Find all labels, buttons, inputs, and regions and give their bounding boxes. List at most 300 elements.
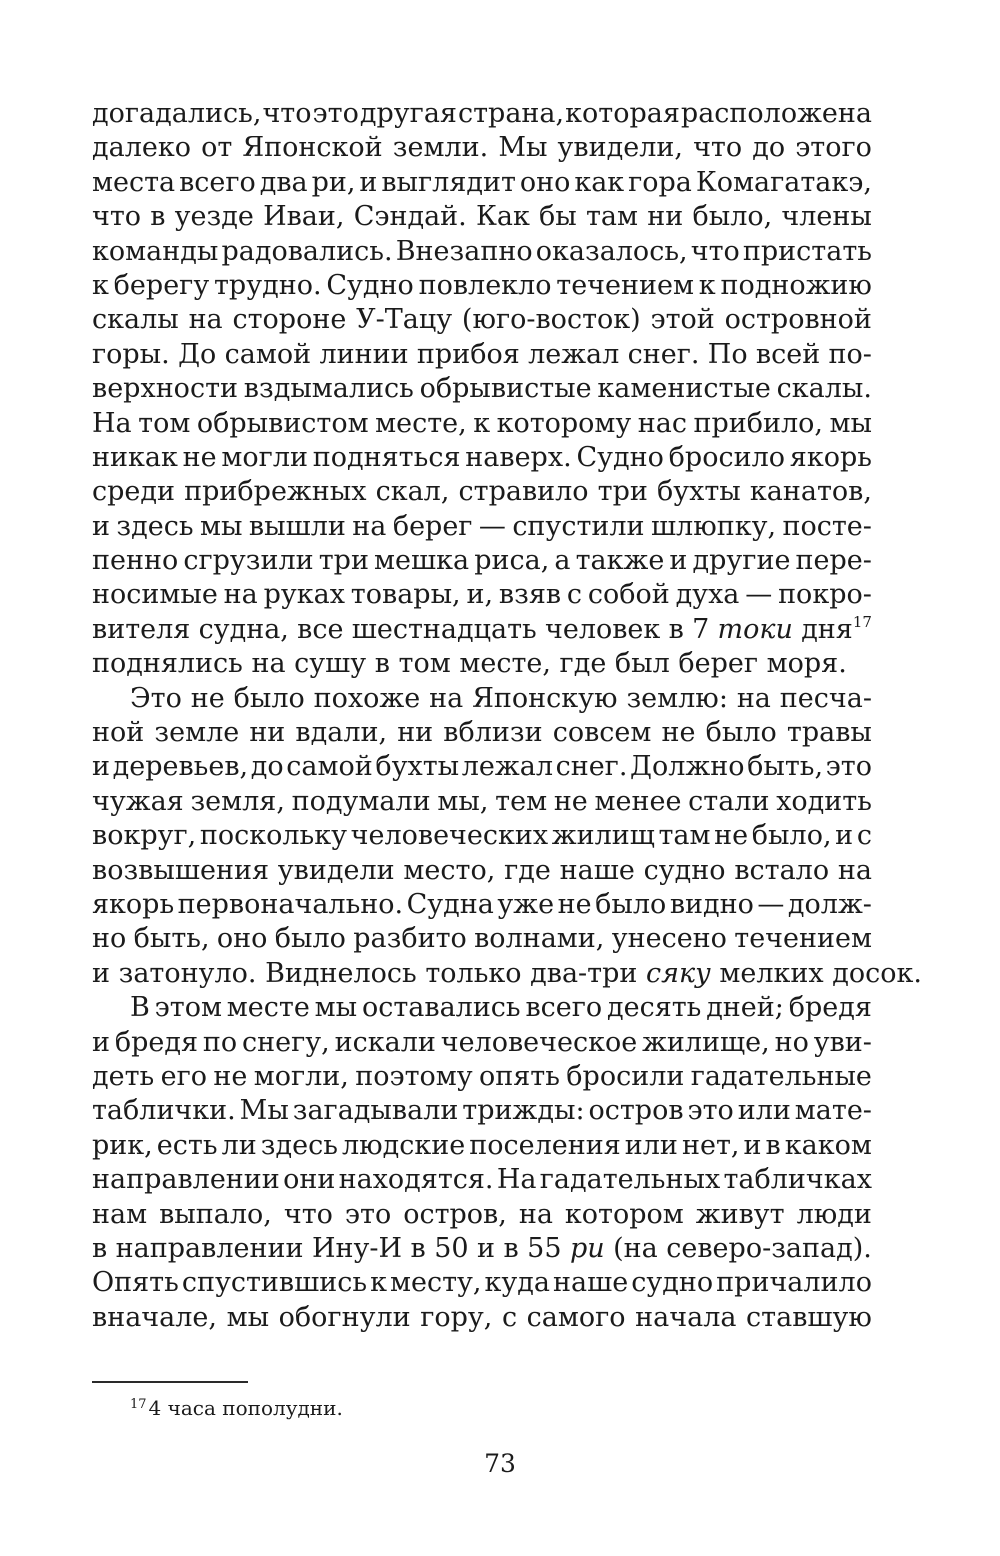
- word: Мы: [498, 132, 548, 164]
- word: живут: [695, 1198, 785, 1230]
- word: Судна: [406, 888, 494, 920]
- word: месте,: [375, 407, 467, 439]
- word: это: [825, 751, 872, 783]
- word: бредя: [788, 992, 872, 1024]
- word: в: [765, 1129, 781, 1161]
- word: по: [202, 1026, 238, 1058]
- footnote-rule: [92, 1381, 248, 1383]
- footnote-ref: 17: [852, 612, 872, 631]
- word: снегу,: [242, 1026, 330, 1058]
- word: духа: [675, 579, 740, 611]
- word: месте: [226, 992, 310, 1024]
- word: куда: [484, 1267, 550, 1299]
- text-line: [92, 922, 872, 956]
- word: Это: [130, 682, 182, 714]
- text-line: [92, 303, 872, 337]
- word: руках: [263, 579, 345, 611]
- text-line: [92, 200, 872, 234]
- word: что: [283, 1198, 333, 1230]
- word: досок.: [832, 957, 922, 989]
- word: никак: [92, 441, 178, 473]
- word: риса,: [474, 545, 550, 577]
- word: канатов,: [749, 476, 872, 508]
- word: в: [150, 201, 166, 233]
- text-line: [92, 1060, 872, 1094]
- word: этого: [795, 132, 872, 164]
- word: с: [501, 1301, 518, 1333]
- word: трудно.: [214, 269, 322, 301]
- word: не: [553, 785, 588, 817]
- text-line: [92, 1301, 872, 1335]
- word: на: [429, 682, 464, 714]
- word: это: [344, 1198, 392, 1230]
- word: человеческих: [350, 820, 549, 852]
- word: на: [736, 682, 771, 714]
- word: том: [398, 648, 451, 680]
- word: Японскую: [472, 682, 618, 714]
- word: два: [259, 166, 308, 198]
- word: трижды:: [462, 1095, 585, 1127]
- word: быть,: [747, 751, 824, 783]
- word: разбито: [353, 923, 467, 955]
- word: течением: [556, 269, 694, 301]
- word: вблизи: [443, 717, 543, 749]
- word: искали: [334, 1026, 436, 1058]
- word: рик,: [92, 1129, 153, 1161]
- word: среди: [92, 476, 176, 508]
- text-line: [92, 716, 872, 750]
- word: линии: [319, 338, 409, 370]
- word: жилищ: [551, 820, 655, 852]
- word: течением: [734, 923, 872, 955]
- word: бухты: [375, 751, 460, 783]
- word: этой: [650, 304, 715, 336]
- word: место,: [403, 854, 496, 886]
- word: спустили: [512, 510, 645, 542]
- word: Сэндай.: [353, 201, 467, 233]
- word: У-Тацу: [356, 304, 453, 336]
- word: не: [190, 682, 225, 714]
- word: скалы.: [776, 373, 872, 405]
- word: есть: [156, 1129, 218, 1161]
- word: члены: [781, 201, 872, 233]
- word: земли.: [392, 132, 489, 164]
- word: на: [518, 1198, 553, 1230]
- word: было,: [751, 820, 832, 852]
- word: скал,: [375, 476, 450, 508]
- word: носимые: [92, 579, 218, 611]
- word: вначале,: [92, 1301, 217, 1333]
- word: обогнули: [278, 1301, 411, 1333]
- word: каком: [784, 1129, 872, 1161]
- word: горы.: [92, 338, 170, 370]
- word: верхности: [92, 373, 238, 405]
- word: На: [92, 407, 132, 439]
- word: вителя: [92, 613, 191, 645]
- word: и: [835, 820, 854, 852]
- word: страна,: [457, 98, 565, 129]
- text-line: [92, 1129, 872, 1163]
- text-line: [92, 888, 872, 922]
- word: гадательные: [690, 1060, 872, 1092]
- word: было,: [692, 201, 773, 233]
- word: на: [223, 579, 258, 611]
- word: землю:: [626, 682, 728, 714]
- word: жилище,: [642, 1026, 770, 1058]
- text-line: [92, 269, 872, 303]
- word: пенно: [92, 545, 179, 577]
- word: унесено: [611, 923, 727, 955]
- word: подножию: [720, 269, 872, 301]
- text-line: [92, 578, 872, 612]
- word: и: [92, 1026, 110, 1058]
- word: это: [312, 98, 359, 129]
- word: но: [92, 923, 127, 955]
- word: бросило: [668, 441, 785, 473]
- word: мате-: [794, 1095, 872, 1127]
- word: тем: [495, 785, 548, 817]
- word: причалило: [716, 1267, 872, 1299]
- word: выглядит: [381, 166, 516, 198]
- word: волнами,: [474, 923, 605, 955]
- text-line: [92, 475, 872, 509]
- word: уже: [497, 888, 555, 920]
- text-line: [92, 338, 872, 372]
- word: наше: [553, 1267, 629, 1299]
- text-line: [92, 819, 872, 853]
- word: земле: [154, 717, 240, 749]
- word: все: [297, 613, 344, 645]
- word: наше: [559, 854, 635, 886]
- word: Виднелось: [265, 957, 417, 989]
- word: нас: [637, 407, 688, 439]
- word: ни: [647, 201, 684, 233]
- word: похоже: [313, 682, 421, 714]
- word: мы: [829, 407, 872, 439]
- word: что: [92, 201, 142, 233]
- word: поселения: [469, 1129, 621, 1161]
- word: ни: [397, 717, 434, 749]
- word: стали: [688, 785, 770, 817]
- word: На: [496, 1164, 537, 1196]
- word: с: [856, 820, 872, 852]
- word: посте-: [782, 510, 872, 542]
- word: травы: [786, 717, 872, 749]
- word: снег.: [627, 338, 700, 370]
- word: в: [374, 648, 390, 680]
- word: вздымались: [243, 373, 414, 405]
- word: и: [669, 545, 688, 577]
- word: Иваи,: [263, 201, 345, 233]
- word: человек: [545, 613, 661, 645]
- word: обрывистые: [419, 373, 592, 405]
- word: или: [624, 1129, 678, 1161]
- text-line: [92, 510, 872, 544]
- word: людские: [341, 1129, 466, 1161]
- word: к: [92, 269, 109, 301]
- word: всего: [179, 166, 256, 198]
- text-line: [92, 682, 872, 716]
- word: месту,: [389, 1267, 482, 1299]
- text-line: [92, 1026, 872, 1060]
- word: моря.: [766, 648, 847, 680]
- word: подумали: [291, 785, 431, 817]
- word: люди: [796, 1198, 872, 1230]
- word: до: [250, 751, 284, 783]
- word: два-три: [530, 957, 638, 989]
- word: нет,: [681, 1129, 740, 1161]
- text-line: [92, 647, 872, 681]
- word: якорь: [789, 441, 872, 473]
- word: менее: [594, 785, 682, 817]
- word: товары,: [350, 579, 461, 611]
- word: это: [687, 1095, 734, 1127]
- word: подняться: [312, 441, 461, 473]
- word: дня: [801, 613, 853, 645]
- word: том: [138, 407, 191, 439]
- word: сяку: [645, 957, 711, 989]
- word: от: [201, 132, 233, 164]
- word: всего: [525, 992, 603, 1024]
- word: было: [233, 682, 305, 714]
- word: не: [182, 441, 217, 473]
- word: где: [559, 648, 607, 680]
- word: здесь: [260, 1129, 338, 1161]
- footnote-mark: 17: [130, 1397, 147, 1412]
- word: расположена: [680, 98, 872, 129]
- word: шлюпку,: [650, 510, 777, 542]
- word: оказалось,: [535, 235, 688, 267]
- word: чужая: [92, 785, 184, 817]
- word: берег: [678, 648, 759, 680]
- word: 55: [527, 1232, 562, 1264]
- word: находятся.: [338, 1164, 494, 1196]
- word: Японской: [242, 132, 383, 164]
- word: что: [693, 132, 743, 164]
- word: что: [262, 98, 312, 129]
- word: спустившись: [181, 1267, 368, 1299]
- text-line: [92, 235, 872, 269]
- word: Судно: [326, 269, 414, 301]
- text-line: [92, 166, 872, 200]
- word: и: [92, 957, 110, 989]
- word: встало: [734, 854, 830, 886]
- word: пере-: [795, 545, 872, 577]
- word: команды: [92, 235, 219, 267]
- word: Мы: [239, 1095, 289, 1127]
- word: на: [251, 648, 286, 680]
- page-number: 73: [484, 1449, 516, 1478]
- word: был: [614, 648, 670, 680]
- word: видно: [669, 888, 754, 920]
- word: якорь: [92, 888, 175, 920]
- word: остров: [588, 1095, 684, 1127]
- word: шестнадцать: [351, 613, 537, 645]
- word: оно: [216, 923, 268, 955]
- word: ставшую: [746, 1301, 872, 1333]
- word: —: [757, 888, 785, 920]
- word: в: [92, 1232, 108, 1264]
- word: остров,: [403, 1198, 507, 1230]
- word: повлекло: [418, 269, 552, 301]
- word: гадательных: [539, 1164, 721, 1196]
- word: самой: [224, 338, 312, 370]
- word: лежал: [528, 338, 620, 370]
- footnote: [130, 1395, 343, 1421]
- word: северо-запад).: [666, 1232, 872, 1264]
- word: покро-: [778, 579, 872, 611]
- word: До: [178, 338, 217, 370]
- word: 50: [434, 1232, 469, 1264]
- word: бросили: [566, 1060, 685, 1092]
- word: мелких: [719, 957, 824, 989]
- word: прибоя: [416, 338, 520, 370]
- word: догадались,: [92, 98, 262, 129]
- text-line: [92, 372, 872, 406]
- word: а: [554, 545, 571, 577]
- word: в: [503, 1232, 519, 1264]
- word-with-footnote-ref: [801, 613, 872, 647]
- word: дней;: [706, 992, 784, 1024]
- word: также: [575, 545, 665, 577]
- word: пристать: [742, 235, 872, 267]
- word: котором: [564, 1198, 684, 1230]
- word: деть: [92, 1060, 155, 1092]
- word: Внезапно: [395, 235, 533, 267]
- word: к: [370, 1267, 387, 1299]
- word: на: [837, 854, 872, 886]
- word: до: [752, 132, 786, 164]
- word: —: [745, 579, 773, 611]
- text-line: [92, 785, 872, 819]
- word: сгрузили: [183, 545, 314, 577]
- word: мы: [314, 992, 358, 1024]
- word: токи: [717, 613, 793, 645]
- text-line: [92, 97, 872, 131]
- word: судно: [631, 1267, 714, 1299]
- word: было: [595, 888, 667, 920]
- word: три: [318, 545, 369, 577]
- word: где: [504, 854, 551, 886]
- body-text: [92, 97, 922, 1335]
- word: затонуло.: [118, 957, 257, 989]
- word: прибило,: [693, 407, 824, 439]
- word: совсем: [552, 717, 652, 749]
- word: земля,: [190, 785, 285, 817]
- word: на: [352, 510, 387, 542]
- word: деревьев,: [112, 751, 249, 783]
- word: к: [473, 407, 491, 439]
- word: островной: [724, 304, 872, 336]
- word: каменистые: [597, 373, 771, 405]
- word: табличках: [723, 1164, 872, 1196]
- word: Как: [475, 201, 530, 233]
- text-line: [92, 407, 872, 441]
- word: загадывали: [292, 1095, 459, 1127]
- word: в: [668, 613, 684, 645]
- word: оно: [519, 166, 571, 198]
- word: места: [92, 166, 176, 198]
- word: ри,: [311, 166, 356, 198]
- text-line: [92, 854, 872, 888]
- word: берегу: [113, 269, 210, 301]
- word: направлении: [115, 1232, 304, 1264]
- word: и: [92, 510, 110, 542]
- text-line: [92, 991, 872, 1025]
- word: оставались: [361, 992, 521, 1024]
- word: вышли: [248, 510, 346, 542]
- word: этом: [154, 992, 222, 1024]
- word: только: [425, 957, 522, 989]
- word: не: [714, 820, 749, 852]
- word: на: [188, 304, 223, 336]
- word: В: [130, 992, 150, 1024]
- text-line: [92, 1266, 872, 1300]
- word: вокруг,: [92, 820, 197, 852]
- word: долж-: [787, 888, 872, 920]
- word: уви-: [813, 1026, 872, 1058]
- word: мы,: [437, 785, 489, 817]
- word: ходить: [776, 785, 872, 817]
- word: мешка: [374, 545, 470, 577]
- text-line: [92, 441, 872, 475]
- word: к: [698, 269, 716, 301]
- word: поэтому: [355, 1060, 473, 1092]
- word: другая: [359, 98, 457, 129]
- word: или: [737, 1095, 791, 1127]
- word: (на: [613, 1232, 658, 1264]
- word: десять: [606, 992, 702, 1024]
- word: не: [557, 888, 592, 920]
- word: в: [410, 1232, 426, 1264]
- word: гору,: [420, 1301, 493, 1333]
- word: ли: [221, 1129, 257, 1161]
- word: берег: [392, 510, 473, 542]
- word: прибрежных: [184, 476, 367, 508]
- word: бредя: [114, 1026, 199, 1058]
- word: быть,: [133, 923, 210, 955]
- word: с: [566, 579, 583, 611]
- word: вдали,: [295, 717, 388, 749]
- text-line: [92, 1232, 872, 1266]
- word: там: [658, 820, 711, 852]
- word: не: [661, 717, 696, 749]
- word: не: [213, 1060, 248, 1092]
- word: опять: [479, 1060, 560, 1092]
- word: как: [574, 166, 625, 198]
- word: по-: [828, 338, 872, 370]
- word: поднялись: [92, 648, 243, 680]
- word: Опять: [92, 1267, 179, 1299]
- word: сушу: [294, 648, 367, 680]
- word: и: [477, 1232, 496, 1264]
- word: могли,: [253, 1060, 349, 1092]
- word: скалы: [92, 304, 179, 336]
- word: радовались.: [221, 235, 393, 267]
- footnote-text: 4 часа пополудни.: [148, 1396, 343, 1420]
- word: выпало,: [159, 1198, 272, 1230]
- word: Ину-И: [311, 1232, 403, 1264]
- word: там: [586, 201, 639, 233]
- word: бы: [539, 201, 577, 233]
- word: ни: [249, 717, 286, 749]
- word: стравило: [458, 476, 589, 508]
- word: лежал: [461, 751, 553, 783]
- word: человеческое: [440, 1026, 638, 1058]
- word: начала: [635, 1301, 737, 1333]
- text-line: [92, 544, 872, 578]
- word: гора: [628, 166, 692, 198]
